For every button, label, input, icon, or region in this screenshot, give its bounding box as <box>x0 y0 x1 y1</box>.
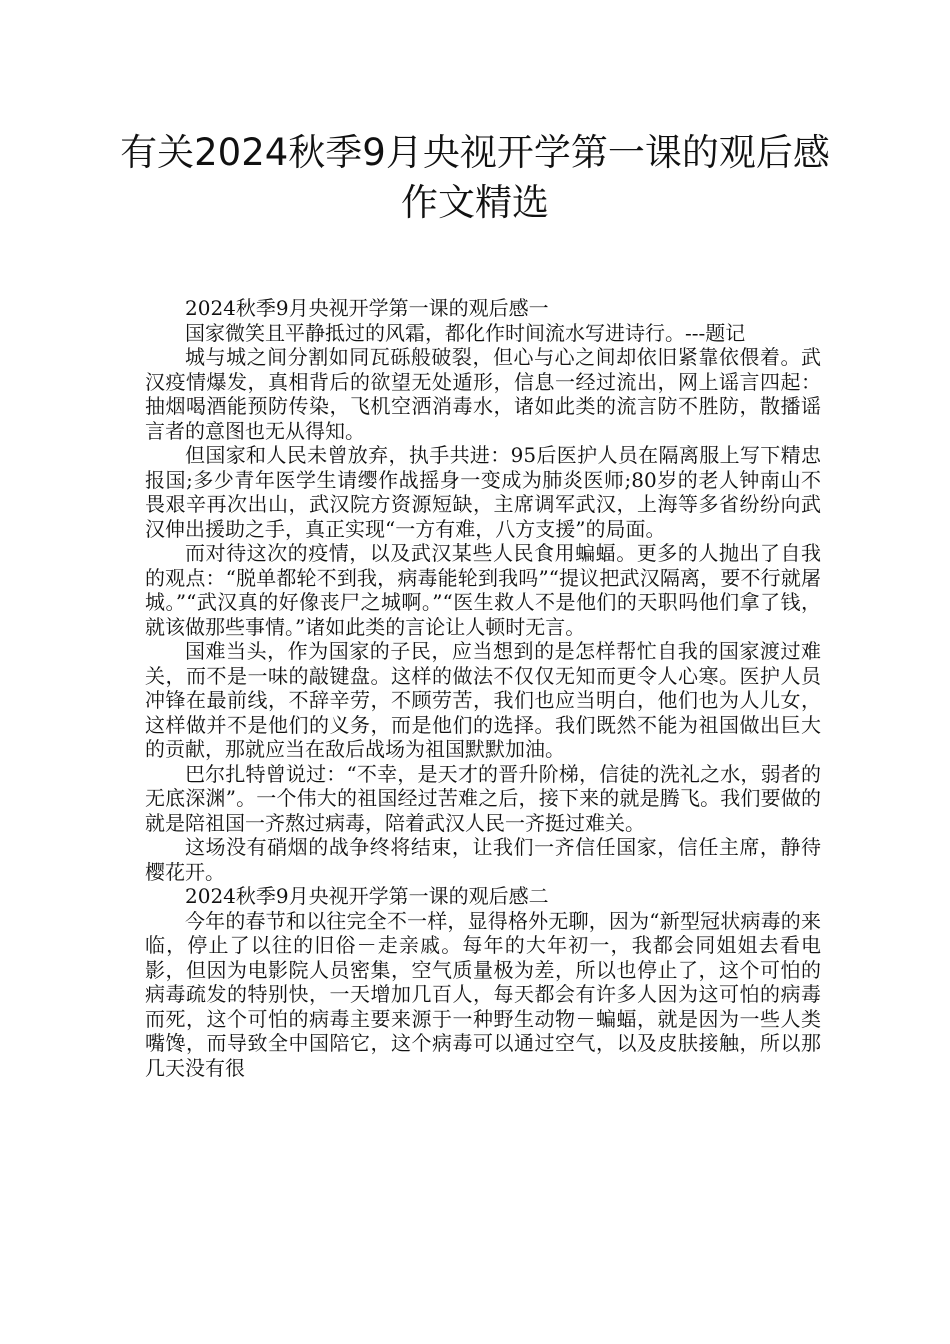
paragraph: 今年的春节和以往完全不一样，显得格外无聊，因为“新型冠状病毒的来临，停止了以往的旧俗－走亲戚。每年的大年初一，我都会同姐姐去看电影，但因为电影院人员密集，空气质量极为差，所以也停止了，这个可怕的病毒疏发的特别快，一天增加几百人，每天都会有许多人因为这可怕的病毒而死，这个可怕的病毒主要来源于一种野生动物－蝙蝠，就是因为一些人类嘴馋，而导致全中国陪它，这个病毒可以通过空气，以及皮肤接触，所以那几天没有很 <box>145 908 821 1080</box>
section-heading-1: 2024秋季9月央视开学第一课的观后感一 <box>185 296 549 320</box>
paragraph: 这场没有硝烟的战争终将结束，让我们一齐信任国家，信任主席，静待樱花开。 <box>145 835 821 884</box>
paragraph: 国家微笑且平静抵过的风霜，都化作时间流水写进诗行。---题记 <box>185 320 746 345</box>
section-heading-2: 2024秋季9月央视开学第一课的观后感二 <box>185 884 549 908</box>
paragraph: 但国家和人民未曾放弃，执手共进：95后医护人员在隔离服上写下精忠报国;多少青年医学生请缨作战摇身一变成为肺炎医师;80岁的老人钟南山不畏艰辛再次出山，武汉院方资源短缺，主席调军武汉，上海等多省纷纷向武汉伸出援助之手，真正实现“一方有难，八方支援”的局面。 <box>145 443 821 541</box>
paragraph: 巴尔扎特曾说过：“不幸，是天才的晋升阶梯，信徒的洗礼之水，弱者的无底深渊”。一个伟大的祖国经过苦难之后，接下来的就是腾飞。我们要做的就是陪祖国一齐熬过病毒，陪着武汉人民一齐挺过难关。 <box>145 761 821 835</box>
document-body <box>145 296 821 1080</box>
paragraph: 城与城之间分割如同瓦砾般破裂，但心与心之间却依旧紧靠依偎着。武汉疫情爆发，真相背后的欲望无处遁形，信息一经过流出，网上谣言四起：抽烟喝酒能预防传染，飞机空洒消毒水，诸如此类的流言防不胜防，散播谣言者的意图也无从得知。 <box>145 345 821 443</box>
document-title: 有关2024秋季9月央视开学第一课的观后感作文精选 <box>120 131 830 224</box>
paragraph: 国难当头，作为国家的子民，应当想到的是怎样帮忙自我的国家渡过难关，而不是一味的敲键盘。这样的做法不仅仅无知而更令人心寒。医护人员冲锋在最前线，不辞辛劳，不顾劳苦，我们也应当明白，他们也为人儿女，这样做并不是他们的义务，而是他们的选择。我们既然不能为祖国做出巨大的贡献，那就应当在敌后战场为祖国默默加油。 <box>145 639 821 761</box>
paragraph: 而对待这次的疫情，以及武汉某些人民食用蝙蝠。更多的人抛出了自我的观点：“脱单都轮不到我，病毒能轮到我吗”“提议把武汉隔离，要不行就屠城。”“武汉真的好像丧尸之城啊。”“医生救人不是他们的天职吗他们拿了钱，就该做那些事情。”诸如此类的言论让人顿时无言。 <box>145 541 821 639</box>
